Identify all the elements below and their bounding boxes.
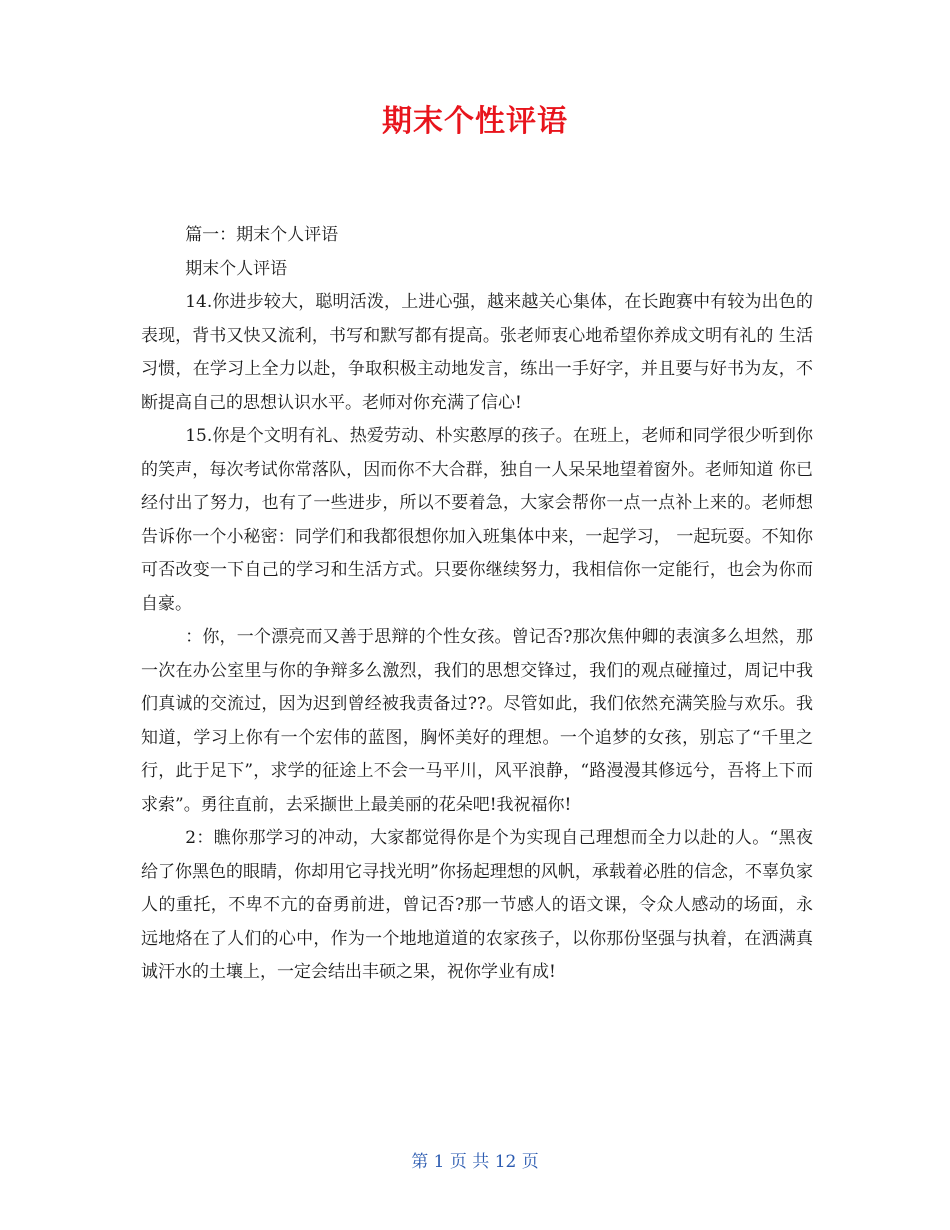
document-title: 期末个性评语 [382, 104, 568, 139]
subsection-heading: 期末个人评语 [185, 258, 288, 279]
section-heading: 篇一：期末个人评语 [185, 225, 339, 245]
document-body [141, 219, 813, 990]
comment-paragraph: 15.你是个文明有礼、热爱劳动、朴实憨厚的孩子。在班上，老师和同学很少听到你的笑声，每次考试你常落队，因而你不大合群，独自一人呆呆地望着窗外。老师知道 你已经付出了努力，也有了一些进步，所以不要着急，大家会帮你一点一点补上来的。老师想告诉你一个小秘密：同学们和我都很想你加入班集体中来，一起学习， 一起玩耍。不知你可否改变一下自己的学习和生活方式。只要你继续努力，我相信你一定能行，也会为你而自豪。 [141, 426, 813, 614]
page-number-footer: 第 1 页 共 12 页 [411, 1152, 539, 1172]
comment-paragraph: 2：瞧你那学习的冲动，大家都觉得你是个为实现自己理想而全力以赴的人。“黑夜给了你黑色的眼睛，你却用它寻找光明”你扬起理想的风帆，承载着必胜的信念，不辜负家人的重托，不卑不亢的奋勇前进，曾记否?那一节感人的语文课，令众人感动的场面，永远地烙在了人们的心中，作为一个地地道道的农家孩子，以你那份坚强与执着，在洒满真诚汗水的土壤上，一定会结出丰硕之果，祝你学业有成! [141, 828, 813, 982]
comment-paragraph: 14.你进步较大，聪明活泼，上进心强，越来越关心集体，在长跑赛中有较为出色的表现，背书又快又流利，书写和默写都有提高。张老师衷心地希望你养成文明有礼的 生活习惯，在学习上全力以赴，争取积极主动地发言，练出一手好字，并且要与好书为友，不断提高自己的思想认识水平。老师对你充满了信心! [141, 292, 813, 413]
comment-paragraph: ：你，一个漂亮而又善于思辩的个性女孩。曾记否?那次焦仲卿的表演多么坦然，那一次在办公室里与你的争辩多么激烈，我们的思想交锋过，我们的观点碰撞过，周记中我们真诚的交流过，因为迟到曾经被我责备过??。尽管如此，我们依然充满笑脸与欢乐。我知道，学习上你有一个宏伟的蓝图，胸怀美好的理想。一个追梦的女孩，别忘了“千里之行，此于足下”，求学的征途上不会一马平川，风平浪静，“路漫漫其修远兮，吾将上下而求索”。勇往直前，去采撷世上最美丽的花朵吧!我祝福你! [141, 627, 813, 815]
